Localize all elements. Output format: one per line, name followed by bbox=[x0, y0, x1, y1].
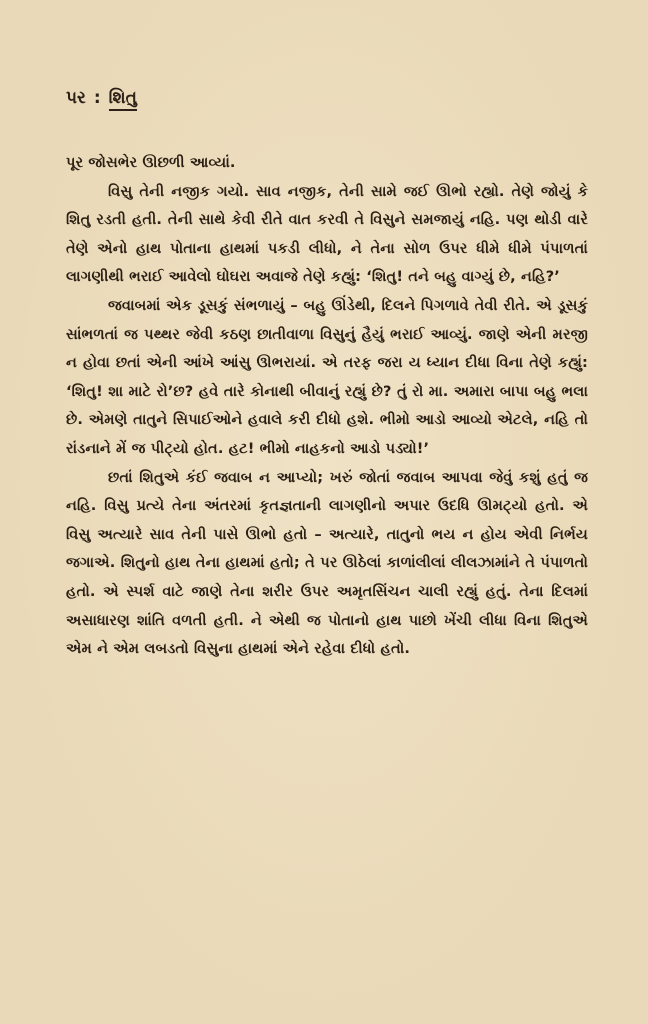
page-number: પર bbox=[66, 88, 86, 108]
header-separator: : bbox=[93, 88, 101, 108]
paragraph-2: વિસુ તેની નજીક ગયો. સાવ નજીક, તેની સામે જઈ ઊભો રહ્યો. તેણે જોયું કે શિતુ રડતી હતી. તેની સાથે કેવી રીતે વાત કરવી તે વિસુને સમજાયું નહિ. પણ થોડી વારે તેણે એનો હાથ પોતાના હાથમાં પકડી લીધો, ને તેના સોળ ઉપર ધીમે ધીમે પંપાળતાં લાગણીથી ભરાઈ આવેલો ઘોઘરા અવાજે તેણે કહ્યું: ‘શિતુ! તને બહુ વાગ્યું છે, નહિ?’ bbox=[66, 182, 588, 286]
paragraph-1: પૂર જોસભેર ઊછળી આવ્યાં. bbox=[66, 154, 236, 171]
paragraph-4: છતાં શિતુએ કંઈ જવાબ ન આપ્યો; ખરું જોતાં જવાબ આપવા જેવું કશું હતું જ નહિ. વિસુ પ્રત્યે તેના અંતરમાં કૃતજ્ઞતાની લાગણીનો અપાર ઉદધિ ઊમટ્યો હતો. એ વિસુ અત્યારે સાવ તેની પાસે ઊભો હતો – અત્યારે, તાતુનો ભય ન હોય એવી નિર્ભય જગાએ. શિતુનો હાથ તેના હાથમાં હતો; તે પર ઊઠેલાં કાળાંલીલાં લીલઝામાંને તે પંપાળતો હતો. એ સ્પર્શ વાટે જાણે તેના શરીર ઉપર અમૃતસિંચન ચાલી રહ્યું હતું. તેના દિલમાં અસાધારણ શાંતિ વળતી હતી. ને એથી જ પોતાનો હાથ પાછો ખેંચી લીધા વિના શિતુએ એમ ને એમ લબડતો વિસુના હાથમાં એને રહેવા દીધો હતો. bbox=[66, 468, 588, 658]
running-title: શિતુ bbox=[109, 88, 137, 111]
paragraph-3: જવાબમાં એક ડૂસકું સંભળાયું – બહુ ઊંડેથી, દિલને પિગળાવે તેવી રીતે. એ ડૂસકું સાંભળતાં જ પથ્થર જેવી કઠણ છાતીવાળા વિસુનું હૈયું ભરાઈ આવ્યું. જાણે એની મરજી ન હોવા છતાં એની આંખે આંસુ ઊભરાયાં. એ તરફ જરા ય ધ્યાન દીધા વિના તેણે કહ્યું: ‘શિતુ! શા માટે રો’છ? હવે તારે કોનાથી બીવાનું રહ્યું છે? તું રો મા. અમારા બાપા બહુ ભલા છે. એમણે તાતુને સિપાઈઓને હવાલે કરી દીધો હશે. ભીમો આડો આવ્યો એટલે, નહિ તો રાંડનાને મેં જ પીટ્યો હોત. હટ! ભીમો નાહકનો આડો પડ્યો!’ bbox=[66, 296, 588, 457]
running-header bbox=[66, 88, 588, 111]
body-text bbox=[66, 149, 588, 664]
